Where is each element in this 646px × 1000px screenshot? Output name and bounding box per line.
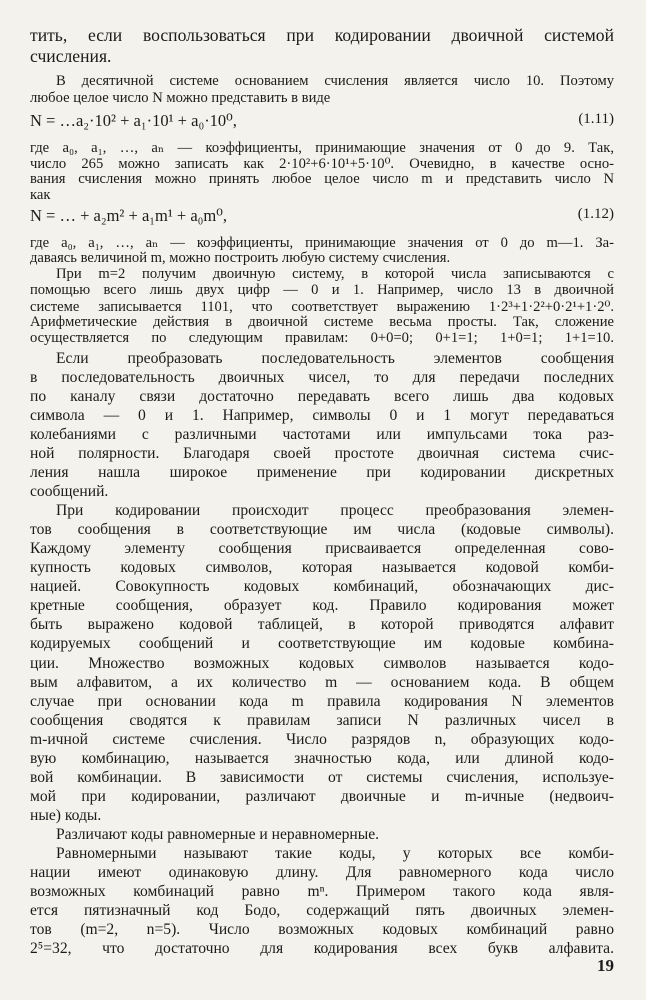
text-line: как: [30, 187, 51, 203]
text-line: Равномерными называют такие коды, у которых все комби-: [56, 845, 614, 862]
text-line: сообщений.: [30, 483, 109, 500]
text-line: мой при кодировании, различают двоичные и m-ичные (недвоич-: [30, 788, 614, 805]
text-line: число 265 можно записать как 2·10²+6·10¹+5·10⁰. Очевидно, в качестве осно-: [30, 156, 614, 172]
text-line: где a₀, a₁, …, aₙ — коэффициенты, принимающие значения от 0 до m—1. За-: [30, 235, 614, 251]
text-line: ется пятизначный код Бодо, содержащий пять двоичных элемен-: [30, 902, 614, 919]
text-line: любое целое число N можно представить в виде: [30, 90, 331, 106]
text-line: купность кодовых символов, которая называется кодовой комби-: [30, 559, 614, 576]
text-line: тов (m=2, n=5). Число возможных кодовых комбинаций равно: [30, 921, 614, 938]
text-line: колебаниями с различными частотами или импульсами тока раз-: [30, 426, 614, 443]
equation-1-12: [30, 206, 614, 226]
text-line: В десятичной системе основанием счисления является число 10. Поэтому: [56, 73, 614, 89]
text-line: При кодировании происходит процесс преобразования элемен-: [56, 502, 614, 519]
text-line: Арифметические действия в двоичной системе весьма просты. Так, сложение: [30, 314, 614, 330]
text-line: вания счисления можно принять любое целое число m и представить число N: [30, 171, 614, 187]
equation-formula: N = … + a₂m² + a₁m¹ + a₀m⁰,: [30, 206, 228, 225]
text-line: нацией. Совокупность кодовых комбинаций, обозначающих дис-: [30, 578, 614, 595]
equation-1-11: [30, 111, 614, 131]
text-line: счисления.: [30, 46, 112, 66]
text-line: кодируемых сообщений и соответствующие им кодовые комбина-: [30, 635, 614, 652]
text-line: кретные сообщения, образует код. Правило кодирования может: [30, 597, 614, 614]
text-line: ные) коды.: [30, 807, 102, 824]
text-line: даваясь величиной m, можно построить любую систему счисления.: [30, 250, 451, 266]
text-line: 2⁵=32, что достаточно для кодирования всех букв алфавита.: [30, 940, 614, 957]
text-line: вую комбинацию, называется значностью кода, или длиной кодо-: [30, 750, 614, 767]
text-line: тить, если воспользоваться при кодировании двоичной системой: [30, 25, 614, 45]
text-line: Различают коды равномерные и неравномерные.: [56, 826, 380, 843]
page-number: 19: [597, 956, 614, 975]
text-line: в последовательность двоичных чисел, то для передачи последних: [30, 369, 614, 386]
text-line: случае при основании кода m правила кодирования N элементов: [30, 693, 614, 710]
text-line: где a₀, a₁, …, aₙ — коэффициенты, принимающие значения от 0 до 9. Так,: [30, 140, 614, 156]
text-line: ции. Множество возможных кодовых символов называется кодо-: [30, 655, 614, 672]
text-line: быть выражено кодовой таблицей, в которой приводятся алфавит: [30, 616, 614, 633]
equation-number: (1.11): [578, 111, 614, 127]
equation-number: (1.12): [577, 206, 614, 222]
text-line: Если преобразовать последовательность элементов сообщения: [56, 350, 614, 367]
text-line: системе записывается 1101, что соответствует выражению 1·2³+1·2²+0·2¹+1·2⁰.: [30, 299, 614, 315]
text-line: ной полярности. Благодаря своей простоте двоичная система счис-: [30, 445, 614, 462]
text-line: осуществляется по следующим правилам: 0+0=0; 0+1=1; 1+0=1; 1+1=10.: [30, 330, 614, 346]
text-line: Каждому элементу сообщения присваивается определенная сово-: [30, 540, 614, 557]
text-line: вым алфавитом, а их количество m — основанием кода. В общем: [30, 674, 614, 691]
text-line: вой комбинации. В зависимости от системы счисления, используе-: [30, 769, 614, 786]
text-line: по каналу связи достаточно передавать всего лишь два кодовых: [30, 388, 614, 405]
text-line: нации имеют одинаковую длину. Для равномерного кода число: [30, 864, 614, 881]
text-line: символа — 0 и 1. Например, символы 0 и 1 могут передаваться: [30, 407, 614, 424]
text-line: помощью всего лишь двух цифр — 0 и 1. Например, число 13 в двоичной: [30, 282, 614, 298]
text-line: сообщения сводятся к правилам записи N различных чисел в: [30, 712, 614, 729]
text-line: возможных комбинаций равно mⁿ. Примером такого кода явля-: [30, 883, 614, 900]
text-line: тов сообщения в соответствующие им числа (кодовые символы).: [30, 521, 614, 538]
text-line: При m=2 получим двоичную систему, в которой числа записываются с: [56, 266, 614, 282]
text-line: m-ичной системе счисления. Число разрядов n, образующих кодо-: [30, 731, 614, 748]
text-line: ления нашла широкое применение при кодировании дискретных: [30, 464, 614, 481]
equation-formula: N = …a₂·10² + a₁·10¹ + a₀·10⁰,: [30, 111, 237, 130]
